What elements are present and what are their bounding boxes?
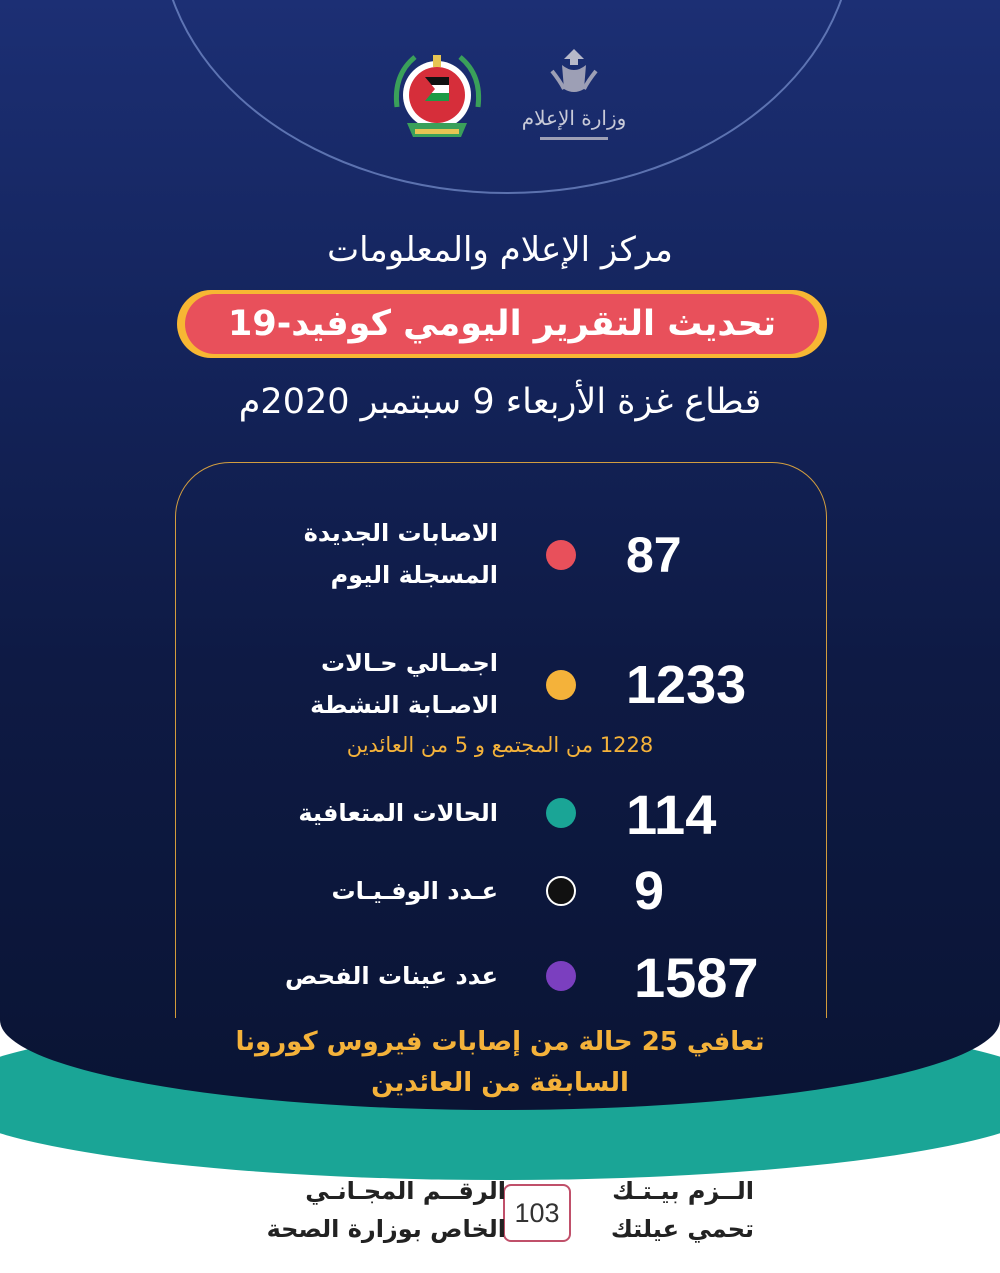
stat-dot-red bbox=[546, 540, 576, 570]
stat-row-deaths bbox=[0, 860, 1000, 940]
stat-label-line1: الحالات المتعافية bbox=[298, 799, 498, 827]
stat-label bbox=[198, 955, 498, 997]
stat-label bbox=[198, 792, 498, 834]
hotline-line2: الخاص بوزارة الصحة bbox=[266, 1215, 506, 1243]
ministry-of-information-logo-icon bbox=[522, 45, 627, 155]
stat-dot-orange bbox=[546, 670, 576, 700]
center-name: مركز الإعلام والمعلومات bbox=[327, 230, 673, 270]
recovery-note-line2: السابقة من العائدين bbox=[371, 1068, 629, 1098]
stat-row-new-cases bbox=[0, 512, 1000, 592]
slogan-line2: تحمي عيلتك bbox=[610, 1215, 754, 1243]
top-arc-decoration bbox=[160, 0, 854, 194]
stat-value: 1587 bbox=[634, 946, 759, 1009]
recovery-note-line1: تعافي 25 حالة من إصابات فيروس كورونا bbox=[235, 1027, 765, 1057]
stat-label bbox=[198, 870, 498, 912]
stat-dot-teal bbox=[546, 798, 576, 828]
report-title: تحديث التقرير اليومي كوفيد-19 bbox=[185, 294, 819, 354]
stat-label bbox=[198, 642, 498, 726]
stat-value: 114 bbox=[626, 783, 717, 846]
active-breakdown-note: 1228 من المجتمع و 5 من العائدين bbox=[346, 733, 654, 757]
stat-label-line1: الاصابات الجديدة bbox=[303, 519, 498, 547]
footer bbox=[0, 1170, 1000, 1260]
report-title-banner bbox=[177, 290, 827, 358]
stat-value: 9 bbox=[634, 861, 665, 921]
stat-row-recovered bbox=[0, 780, 1000, 860]
police-emblem-icon bbox=[385, 45, 490, 150]
stat-value: 1233 bbox=[626, 655, 747, 715]
report-date: قطاع غزة الأربعاء 9 سبتمبر 2020م bbox=[238, 382, 762, 422]
stat-label-line2: المسجلة اليوم bbox=[330, 561, 498, 589]
stat-row-active-cases bbox=[0, 642, 1000, 722]
hotline-line1: الرقــم المجـانـي bbox=[305, 1177, 506, 1205]
stat-label-line1: اجمـالي حـالات bbox=[321, 649, 498, 677]
stat-label bbox=[198, 512, 498, 596]
slogan-line1: الــزم بيـتـك bbox=[612, 1177, 754, 1205]
stat-dot-purple bbox=[546, 961, 576, 991]
hotline-number-badge: 103 bbox=[503, 1184, 571, 1242]
hotline-description bbox=[246, 1172, 506, 1248]
stat-label-line1: عـدد الوفـيـات bbox=[331, 877, 498, 905]
stat-label-line2: الاصـابة النشطة bbox=[310, 691, 498, 719]
stat-label-line1: عدد عينات الفحص bbox=[285, 962, 498, 990]
stat-row-tests bbox=[0, 945, 1000, 1025]
stat-dot-black bbox=[546, 876, 576, 906]
ministry-logo-text: وزارة الإعلام bbox=[522, 106, 627, 130]
stat-value: 87 bbox=[626, 527, 682, 583]
